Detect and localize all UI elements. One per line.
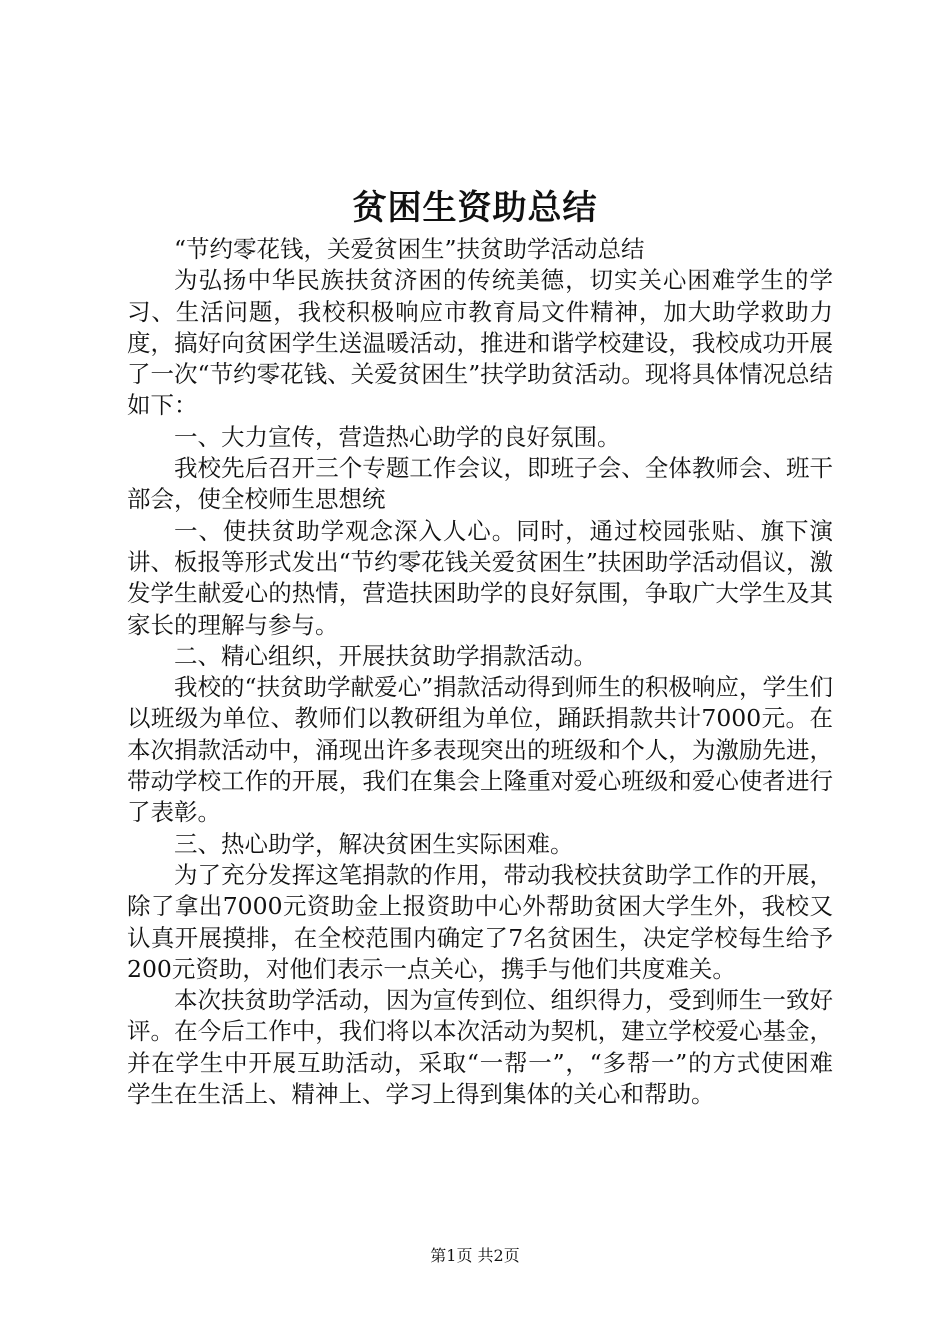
body-paragraph: 一、使扶贫助学观念深入人心。同时，通过校园张贴、旗下演讲、板报等形式发出“节约零花钱关爱贫困生”扶困助学活动倡议，激发学生献爱心的热情，营造扶困助学的良好氛围，争取广大学生及其家长的理解与参与。: [127, 516, 833, 639]
section-heading-1: 一、大力宣传，营造热心助学的良好氛围。: [174, 422, 621, 451]
body-paragraph: 我校先后召开三个专题工作会议，即班子会、全体教师会、班干部会，使全校师生思想统: [127, 454, 833, 514]
document-title: 贫困生资助总结: [352, 188, 598, 228]
page-number-footer: 第1页 共2页: [430, 1246, 520, 1265]
section-heading-2: 二、精心组织，开展扶贫助学捐款活动。: [174, 641, 597, 670]
subtitle-paragraph: “节约零花钱，关爱贫困生”扶贫助学活动总结: [174, 235, 645, 263]
body-paragraph: 为了充分发挥这笔捐款的作用，带动我校扶贫助学工作的开展，除了拿出7000元资助金上报资助中心外帮助贫困大学生外，我校又认真开展摸排，在全校范围内确定了7名贫困生，决定学校每生给予200元资助，对他们表示一点关心，携手与他们共度难关。: [127, 860, 833, 983]
document-body: [127, 234, 833, 1110]
body-paragraph: 我校的“扶贫助学献爱心”捐款活动得到师生的积极响应，学生们以班级为单位、教师们以教研组为单位，踊跃捐款共计7000元。在本次捐款活动中，涌现出许多表现突出的班级和个人，为激励先进，带动学校工作的开展，我们在集会上隆重对爱心班级和爱心使者进行了表彰。: [127, 673, 833, 827]
section-heading-3: 三、热心助学，解决贫困生实际困难。: [174, 829, 574, 858]
intro-paragraph: 为弘扬中华民族扶贫济困的传统美德，切实关心困难学生的学习、生活问题，我校积极响应市教育局文件精神，加大助学救助力度，搞好向贫困学生送温暖活动，推进和谐学校建设，我校成功开展了一次“节约零花钱、关爱贫困生”扶学助贫活动。现将具体情况总结如下：: [127, 266, 833, 420]
conclusion-paragraph: 本次扶贫助学活动，因为宣传到位、组织得力，受到师生一致好评。在今后工作中，我们将以本次活动为契机，建立学校爱心基金，并在学生中开展互助活动，采取“一帮一”，“多帮一”的方式使困难学生在生活上、精神上、学习上得到集体的关心和帮助。: [127, 986, 833, 1109]
